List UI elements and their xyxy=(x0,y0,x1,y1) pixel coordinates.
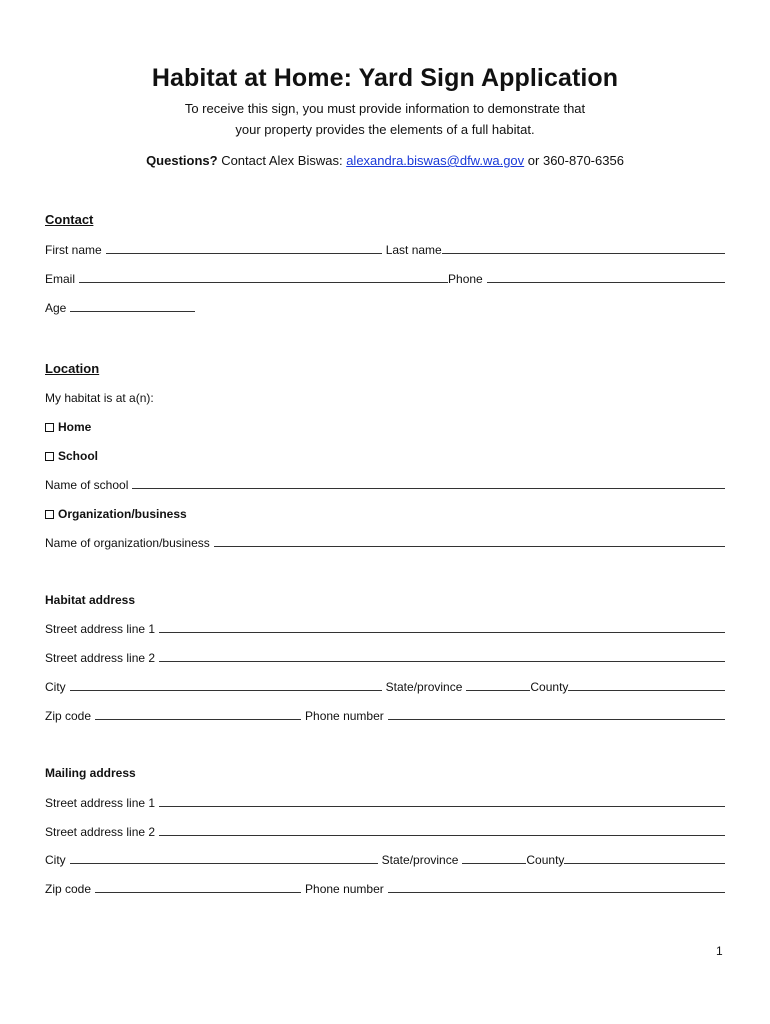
phone-field[interactable] xyxy=(487,282,725,283)
habitat-city-row xyxy=(45,679,725,695)
mailing-zip-row xyxy=(45,881,725,897)
mailing-city-field[interactable] xyxy=(70,863,378,864)
habitat-phone-label: Phone number xyxy=(305,709,384,723)
subtitle-line-2: your property provides the elements of a full habitat. xyxy=(235,122,535,137)
home-option-label: Home xyxy=(58,420,92,434)
habitat-street1-row xyxy=(45,621,725,637)
phone-label: Phone xyxy=(448,272,483,286)
mailing-street1-label: Street address line 1 xyxy=(45,796,156,810)
organization-name-row xyxy=(45,535,725,551)
location-heading: Location xyxy=(45,361,100,376)
habitat-phone-field[interactable] xyxy=(388,719,725,720)
questions-line xyxy=(0,153,770,168)
contact-email-link[interactable]: alexandra.biswas@dfw.wa.gov xyxy=(346,153,525,168)
habitat-state-field[interactable] xyxy=(466,690,530,691)
school-name-field[interactable] xyxy=(132,488,725,489)
age-label: Age xyxy=(45,301,67,315)
mailing-street2-field[interactable] xyxy=(159,835,725,836)
habitat-county-field[interactable] xyxy=(568,690,725,691)
habitat-address-heading: Habitat address xyxy=(45,593,136,607)
mailing-city-row xyxy=(45,852,725,868)
organization-name-label: Name of organization/business xyxy=(45,536,210,550)
mailing-county-field[interactable] xyxy=(564,863,725,864)
subtitle-line-1: To receive this sign, you must provide information to demonstrate that xyxy=(184,101,586,116)
school-option[interactable] xyxy=(45,449,98,463)
mailing-state-label: State/province xyxy=(381,853,459,867)
organization-name-field[interactable] xyxy=(214,546,725,547)
page-title: Habitat at Home: Yard Sign Application xyxy=(151,64,619,92)
age-field[interactable] xyxy=(70,311,195,312)
or-text: or xyxy=(524,153,543,168)
mailing-street2-row xyxy=(45,824,725,840)
mailing-zip-label: Zip code xyxy=(45,882,92,896)
habitat-zip-field[interactable] xyxy=(95,719,301,720)
name-row xyxy=(45,242,725,258)
first-name-label: First name xyxy=(45,243,102,257)
page-number: 1 xyxy=(716,944,723,958)
school-checkbox[interactable] xyxy=(45,452,54,461)
habitat-street2-field[interactable] xyxy=(159,661,725,662)
mailing-street1-row xyxy=(45,795,725,811)
habitat-street1-label: Street address line 1 xyxy=(45,622,156,636)
questions-text: Contact Alex Biswas: xyxy=(217,153,347,168)
last-name-label: Last name xyxy=(385,243,442,257)
mailing-phone-field[interactable] xyxy=(388,892,725,893)
mailing-state-field[interactable] xyxy=(462,863,526,864)
organization-option-label: Organization/business xyxy=(58,507,187,521)
school-name-label: Name of school xyxy=(45,478,129,492)
home-checkbox[interactable] xyxy=(45,423,54,432)
first-name-field[interactable] xyxy=(106,253,382,254)
mailing-phone-label: Phone number xyxy=(305,882,384,896)
habitat-zip-row xyxy=(45,708,725,724)
mailing-address-heading: Mailing address xyxy=(45,766,136,780)
habitat-city-field[interactable] xyxy=(70,690,382,691)
organization-checkbox[interactable] xyxy=(45,510,54,519)
email-field[interactable] xyxy=(79,282,448,283)
email-phone-row xyxy=(45,271,725,287)
habitat-street2-label: Street address line 2 xyxy=(45,651,156,665)
organization-option[interactable] xyxy=(45,507,187,521)
mailing-street2-label: Street address line 2 xyxy=(45,825,156,839)
email-label: Email xyxy=(45,272,76,286)
mailing-zip-field[interactable] xyxy=(95,892,301,893)
contact-heading: Contact xyxy=(45,212,94,227)
age-row xyxy=(45,300,195,316)
habitat-state-label: State/province xyxy=(385,680,463,694)
questions-label: Questions? xyxy=(146,153,218,168)
school-option-label: School xyxy=(58,449,99,463)
habitat-city-label: City xyxy=(45,680,66,694)
home-option[interactable] xyxy=(45,420,91,434)
habitat-county-label: County xyxy=(530,680,569,694)
last-name-field[interactable] xyxy=(442,253,725,254)
school-name-row xyxy=(45,477,725,493)
contact-phone: 360-870-6356 xyxy=(542,153,624,168)
habitat-street2-row xyxy=(45,650,725,666)
mailing-county-label: County xyxy=(526,853,565,867)
mailing-street1-field[interactable] xyxy=(159,806,725,807)
habitat-zip-label: Zip code xyxy=(45,709,92,723)
location-prompt: My habitat is at a(n): xyxy=(45,391,154,405)
habitat-street1-field[interactable] xyxy=(159,632,725,633)
mailing-city-label: City xyxy=(45,853,66,867)
